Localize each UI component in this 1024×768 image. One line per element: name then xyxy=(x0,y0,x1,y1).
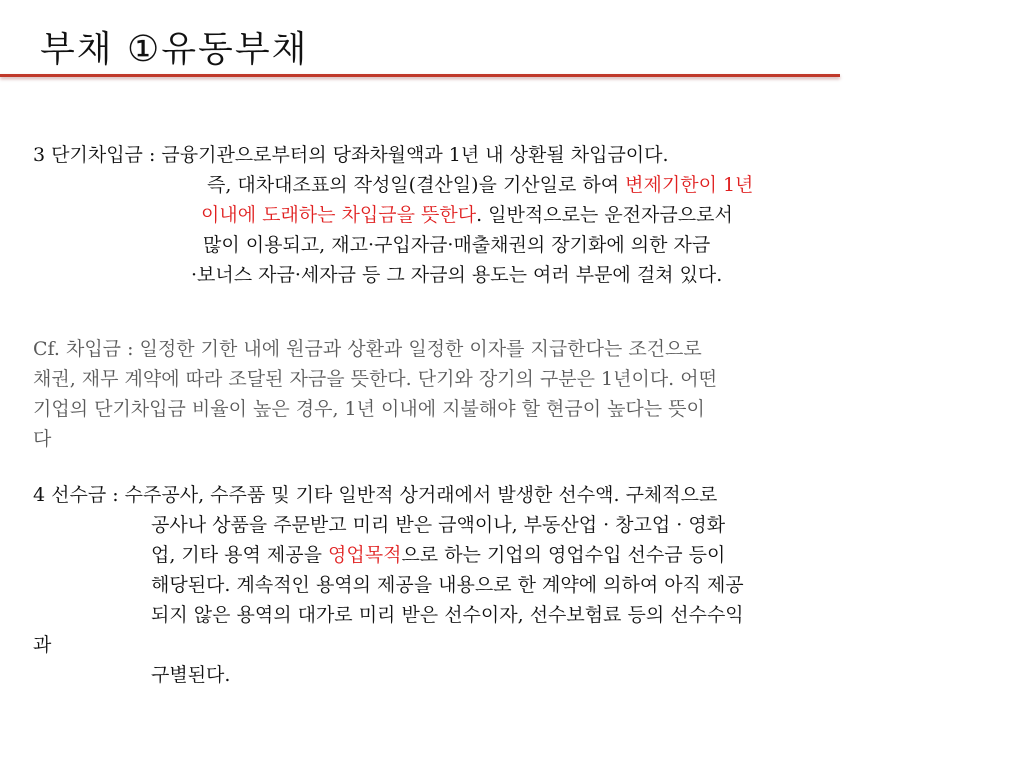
section3-line-2-text: 즉, 대차대조표의 작성일(결산일)을 기산일로 하여 xyxy=(207,174,626,196)
section4-line-7: 구별된다. xyxy=(151,664,231,686)
section4-highlight: 영업목적 xyxy=(328,544,402,566)
section3-line-3 xyxy=(33,200,753,230)
section4-line-6: 과 xyxy=(33,634,52,656)
cf-line-4: 다 xyxy=(33,428,52,450)
section4-line-3-text-a: 업, 기타 용역 제공을 xyxy=(151,544,329,566)
section4-line-1: 4 선수금 : 수주공사, 수주품 및 기타 일반적 상거래에서 발생한 선수액. 구체적으로 xyxy=(33,484,718,506)
cf-line-1: Cf. 차입금 : 일정한 기한 내에 원금과 상환과 일정한 이자를 지급한다는 조건으로 xyxy=(33,338,702,360)
title-underline xyxy=(0,74,840,77)
section3-line-3-text: . 일반적으로는 운전자금으로서 xyxy=(476,204,733,226)
section4-line-2: 공사나 상품을 주문받고 미리 받은 금액이나, 부동산업 · 창고업 · 영화 xyxy=(151,514,726,536)
section3-line-5: ·보너스 자금·세자금 등 그 자금의 용도는 여러 부문에 걸쳐 있다. xyxy=(191,264,723,286)
section-advance-receipts xyxy=(33,480,744,690)
section-short-term-borrowings xyxy=(33,140,753,290)
section4-line-3 xyxy=(33,540,744,570)
section3-highlight-1: 변제기한이 1년 xyxy=(625,174,754,196)
section4-line-4: 해당된다. 계속적인 용역의 제공을 내용으로 한 계약에 의하여 아직 제공 xyxy=(151,574,744,596)
cf-note xyxy=(33,334,717,454)
slide-title: 부채 ①유동부채 xyxy=(40,29,309,70)
section3-line-4: 많이 이용되고, 재고·구입자금·매출채권의 장기화에 의한 자금 xyxy=(203,234,711,256)
cf-line-2: 채권, 재무 계약에 따라 조달된 자금을 뜻한다. 단기와 장기의 구분은 1년이다. 어떤 xyxy=(33,368,717,390)
section3-line-2 xyxy=(33,170,753,200)
section3-line-1: 3 단기차입금 : 금융기관으로부터의 당좌차월액과 1년 내 상환될 차입금이다. xyxy=(33,144,669,166)
section4-line-3-text-b: 으로 하는 기업의 영업수입 선수금 등이 xyxy=(401,544,726,566)
cf-line-3: 기업의 단기차입금 비율이 높은 경우, 1년 이내에 지불해야 할 현금이 높다는 뜻이 xyxy=(33,398,705,420)
section3-highlight-2: 이내에 도래하는 차입금을 뜻한다 xyxy=(201,204,477,226)
section4-line-5: 되지 않은 용역의 대가로 미리 받은 선수이자, 선수보험료 등의 선수수익 xyxy=(151,604,744,626)
